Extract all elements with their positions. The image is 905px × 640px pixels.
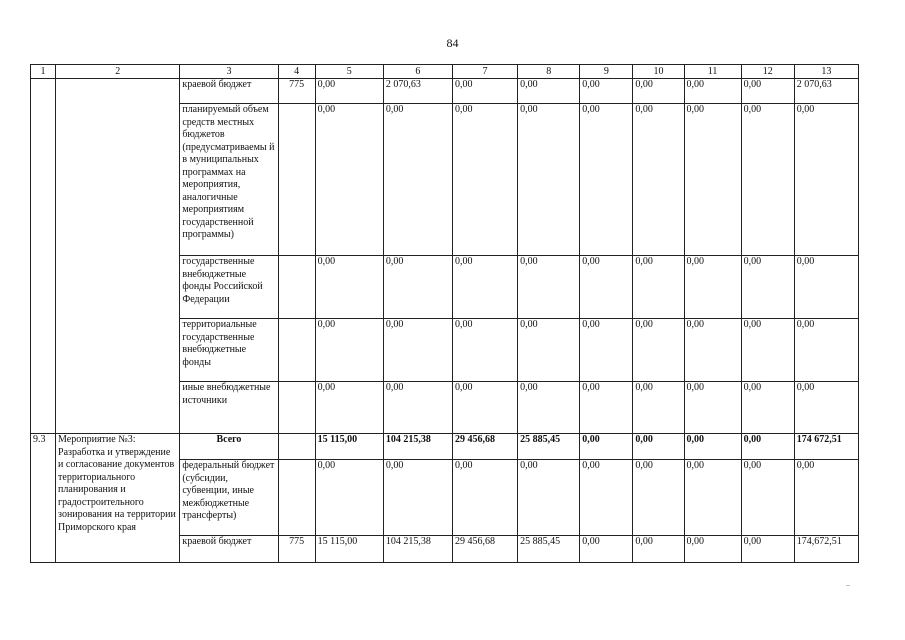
column-header: 5 [315, 65, 383, 79]
table-row [31, 79, 859, 104]
measure-cell [56, 79, 180, 434]
column-header: 10 [633, 65, 684, 79]
value-cell: 0,00 [684, 319, 741, 382]
value-cell: 0,00 [684, 382, 741, 434]
value-cell: 0,00 [580, 434, 633, 460]
value-cell: 0,00 [383, 256, 452, 319]
value-cell: 0,00 [741, 536, 794, 563]
budget-code-cell: 775 [278, 79, 315, 104]
value-cell: 0,00 [741, 104, 794, 256]
value-cell: 0,00 [452, 319, 517, 382]
column-header: 1 [31, 65, 56, 79]
value-cell: 0,00 [383, 104, 452, 256]
value-cell: 29 456,68 [452, 434, 517, 460]
value-cell: 0,00 [633, 104, 684, 256]
funding-source-cell: федеральный бюджет (субсидии, субвенции, иные межбюджетные трансферты) [180, 460, 278, 536]
value-cell: 0,00 [315, 79, 383, 104]
column-header: 6 [383, 65, 452, 79]
column-header: 9 [580, 65, 633, 79]
value-cell: 25 885,45 [518, 434, 580, 460]
value-cell: 0,00 [633, 434, 684, 460]
value-cell: 0,00 [315, 104, 383, 256]
value-cell: 0,00 [741, 434, 794, 460]
measure-cell: Мероприятие №3: Разработка и утверждение и согласование документов территориального планирования и градостроительного зонирования на территории Приморского края [56, 434, 180, 563]
value-cell: 0,00 [684, 434, 741, 460]
column-header: 11 [684, 65, 741, 79]
funding-source-cell: планируемый объем средств местных бюджетов (предусматриваемы й в муниципальных программах на мероприятия, аналогичные мероприятиям государственной программы) [180, 104, 278, 256]
column-header: 12 [741, 65, 794, 79]
value-cell: 0,00 [580, 79, 633, 104]
value-cell: 0,00 [518, 460, 580, 536]
value-cell: 0,00 [580, 536, 633, 563]
value-cell: 0,00 [580, 319, 633, 382]
value-cell: 15 115,00 [315, 536, 383, 563]
value-cell: 0,00 [452, 256, 517, 319]
value-cell: 2 070,63 [794, 79, 858, 104]
column-number-row [31, 65, 859, 79]
row-number-cell: 9.3 [31, 434, 56, 563]
value-cell: 0,00 [518, 104, 580, 256]
value-cell: 15 115,00 [315, 434, 383, 460]
value-cell: 0,00 [633, 382, 684, 434]
value-cell: 0,00 [633, 536, 684, 563]
value-cell: 0,00 [794, 104, 858, 256]
value-cell: 0,00 [684, 104, 741, 256]
value-cell: 0,00 [518, 79, 580, 104]
column-header: 3 [180, 65, 278, 79]
column-header: 8 [518, 65, 580, 79]
value-cell: 0,00 [741, 460, 794, 536]
value-cell: 0,00 [315, 256, 383, 319]
value-cell: 0,00 [518, 319, 580, 382]
value-cell: 0,00 [580, 104, 633, 256]
value-cell: 104 215,38 [383, 536, 452, 563]
table-row [31, 434, 859, 460]
value-cell: 0,00 [633, 79, 684, 104]
budget-code-cell [278, 256, 315, 319]
value-cell: 0,00 [315, 460, 383, 536]
value-cell: 0,00 [741, 382, 794, 434]
value-cell: 0,00 [794, 319, 858, 382]
value-cell: 0,00 [518, 256, 580, 319]
value-cell: 0,00 [315, 382, 383, 434]
budget-code-cell: 775 [278, 536, 315, 563]
value-cell: 0,00 [684, 79, 741, 104]
budget-code-cell [278, 319, 315, 382]
value-cell: 0,00 [383, 319, 452, 382]
value-cell: 0,00 [452, 382, 517, 434]
value-cell: 0,00 [580, 382, 633, 434]
row-number-cell [31, 79, 56, 434]
value-cell: 29 456,68 [452, 536, 517, 563]
value-cell: 0,00 [452, 104, 517, 256]
value-cell: 0,00 [741, 79, 794, 104]
budget-table [30, 64, 859, 563]
value-cell: 0,00 [684, 256, 741, 319]
funding-source-cell: Всего [180, 434, 278, 460]
value-cell: 2 070,63 [383, 79, 452, 104]
value-cell: 0,00 [452, 460, 517, 536]
value-cell: 0,00 [741, 256, 794, 319]
budget-code-cell [278, 104, 315, 256]
budget-code-cell [278, 382, 315, 434]
value-cell: 0,00 [794, 460, 858, 536]
value-cell: 0,00 [452, 79, 517, 104]
funding-source-cell: краевой бюджет [180, 536, 278, 563]
value-cell: 104 215,38 [383, 434, 452, 460]
funding-source-cell: территориальные государственные внебюджетные фонды [180, 319, 278, 382]
column-header: 2 [56, 65, 180, 79]
column-header: 4 [278, 65, 315, 79]
funding-source-cell: иные внебюджетные источники [180, 382, 278, 434]
value-cell: 0,00 [315, 319, 383, 382]
value-cell: 0,00 [518, 382, 580, 434]
value-cell: 0,00 [633, 256, 684, 319]
column-header: 7 [452, 65, 517, 79]
value-cell: 0,00 [794, 382, 858, 434]
value-cell: 0,00 [580, 460, 633, 536]
value-cell: 0,00 [383, 460, 452, 536]
value-cell: 0,00 [383, 382, 452, 434]
scan-mark [846, 585, 850, 586]
value-cell: 0,00 [684, 460, 741, 536]
funding-source-cell: краевой бюджет [180, 79, 278, 104]
value-cell: 0,00 [580, 256, 633, 319]
value-cell: 0,00 [794, 256, 858, 319]
value-cell: 0,00 [684, 536, 741, 563]
value-cell: 25 885,45 [518, 536, 580, 563]
funding-source-cell: государственные внебюджетные фонды Российской Федерации [180, 256, 278, 319]
column-header: 13 [794, 65, 858, 79]
value-cell: 0,00 [741, 319, 794, 382]
page-number: 84 [446, 36, 459, 50]
value-cell: 0,00 [633, 460, 684, 536]
value-cell: 174,672,51 [794, 536, 858, 563]
budget-code-cell [278, 434, 315, 460]
value-cell: 174 672,51 [794, 434, 858, 460]
value-cell: 0,00 [633, 319, 684, 382]
budget-code-cell [278, 460, 315, 536]
